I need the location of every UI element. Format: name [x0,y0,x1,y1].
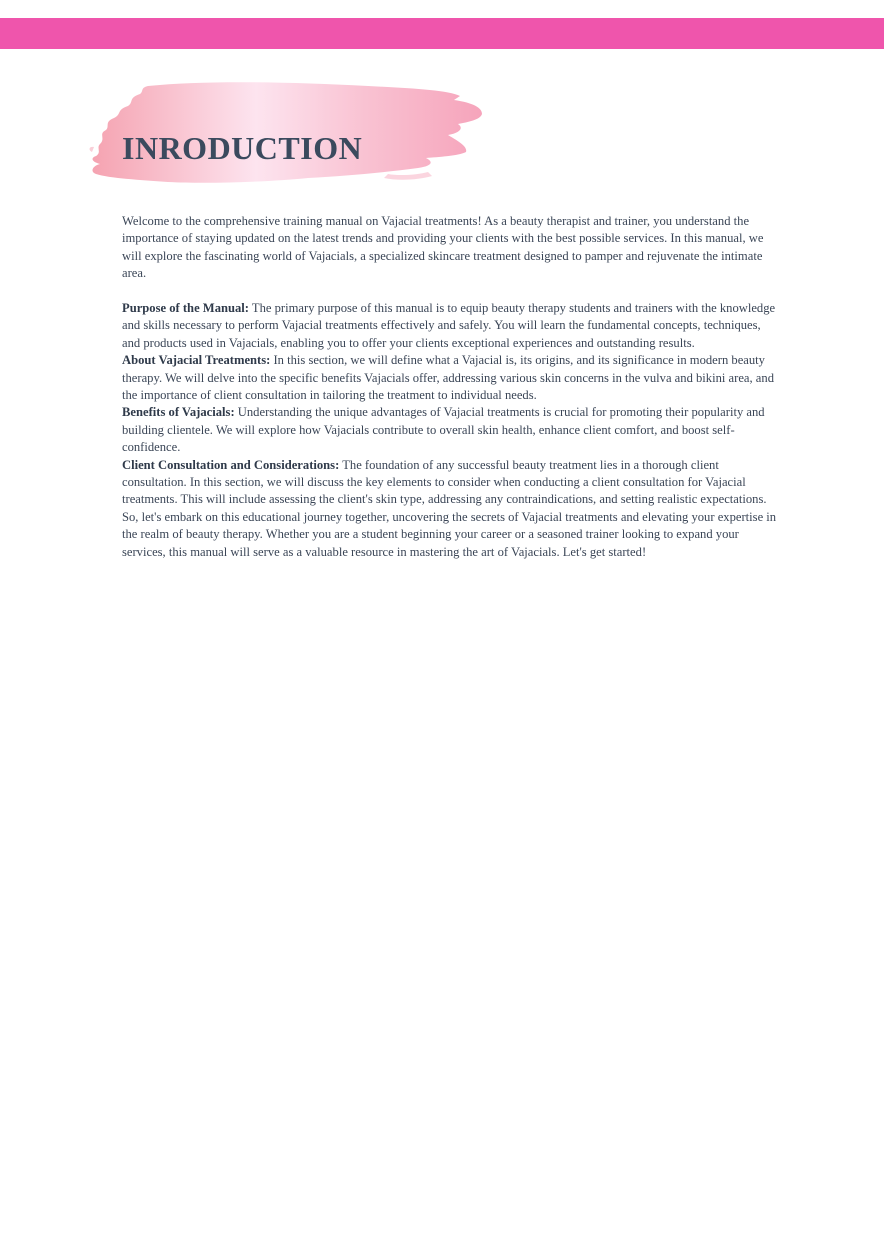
section-benefits [122,404,778,456]
section-title: Benefits of Vajacials: [122,405,235,420]
section-about [122,352,778,404]
section-text: Understanding the unique advantages of Vajacial treatments is crucial for promoting their popularity and building clientele. We will explore how Vajacials contribute to overall skin health, enhance client comfort, and boost self-confidence. [122,405,765,455]
section-purpose [122,300,778,352]
section-title: Client Consultation and Considerations: [122,457,340,472]
section-text: The foundation of any successful beauty treatment lies in a thorough client consultation. In this section, we will discuss the key elements to consider when conducting a client consultation for Vajacial treatments. This will include assessing the client's skin type, addressing any contraindications, and setting realistic expectations. [122,457,767,507]
page-title: INRODUCTION [122,130,363,166]
section-text: In this section, we will define what a Vajacial is, its origins, and its significance in modern beauty therapy. We will delve into the specific benefits Vajacials offer, addressing various skin concerns in the vulva and bikini area, and the importance of client consultation in tailoring the treatment to individual needs. [122,353,774,403]
document-body [122,213,778,561]
top-pink-band [0,18,884,49]
section-title: About Vajacial Treatments: [122,353,271,368]
section-text: The primary purpose of this manual is to equip beauty therapy students and trainers with the knowledge and skills necessary to perform Vajacial treatments effectively and safely. You will learn the fundamental concepts, techniques, and products used in Vajacials, enabling you to offer your clients exceptional experiences and outstanding results. [122,301,776,350]
section-title: Purpose of the Manual: [122,301,249,316]
section-consultation [122,457,778,509]
closing-paragraph: So, let's embark on this educational journey together, uncovering the secrets of Vajacial treatments and elevating your expertise in the realm of beauty therapy. Whether you are a student beginning your career or a seasoned trainer looking to expand your services, this manual will serve as a valuable resource in mastering the art of Vajacials. Let's get started! [122,509,777,559]
intro-paragraph: Welcome to the comprehensive training manual on Vajacial treatments! As a beauty therapist and trainer, you understand the importance of staying updated on the latest trends and providing your clients with the best possible services. In this manual, we will explore the fascinating world of Vajacials, a specialized skincare treatment designed to pamper and rejuvenate the intimate area. [122,214,764,281]
